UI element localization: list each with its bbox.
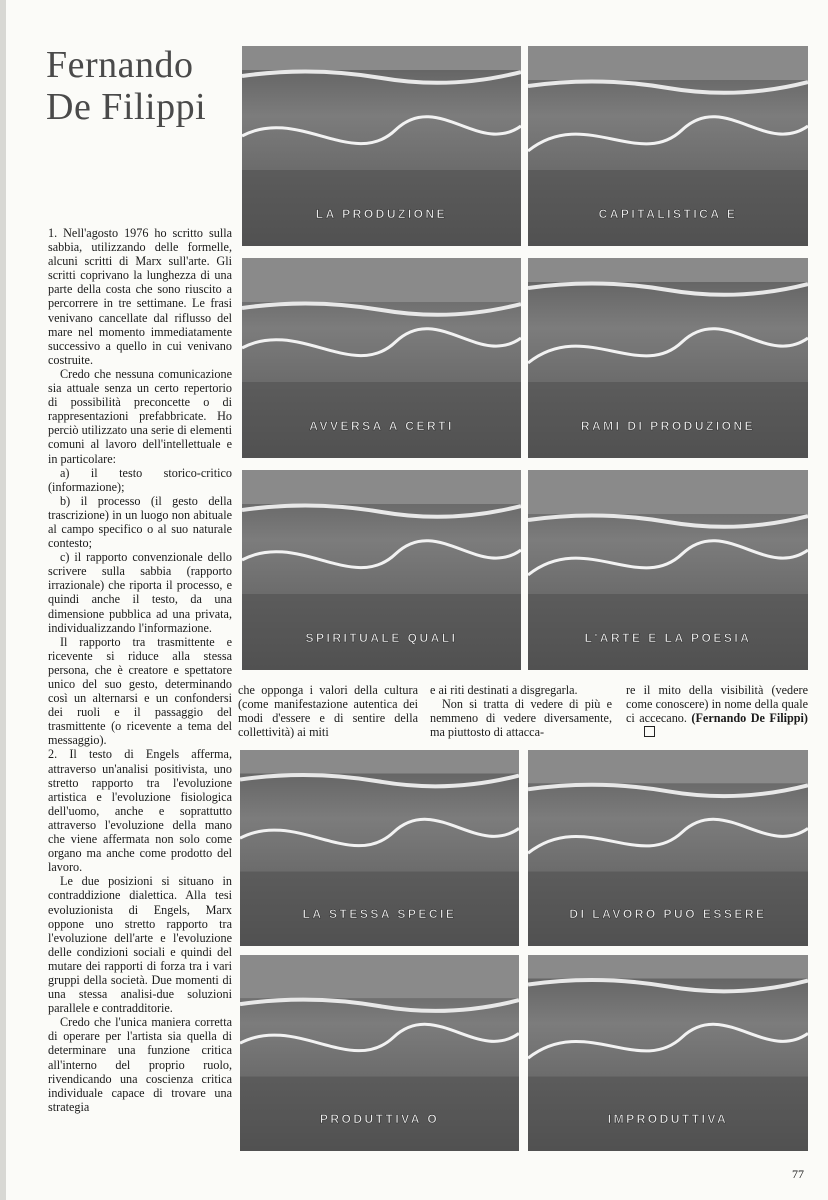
title-line-2: De Filippi: [46, 86, 207, 128]
end-mark-icon: [644, 726, 655, 737]
sand-writing-caption: L'ARTE E LA POESIA: [584, 631, 752, 645]
paragraph: b) il processo (il gesto della trascrizione) in un luogo non abituale al campo specifico o al suo naturale contesto;: [48, 493, 232, 551]
beach-photo: [242, 470, 521, 670]
paragraph: [626, 683, 808, 739]
sand-writing-caption: CAPITALISTICA E: [598, 207, 738, 221]
sand-writing-caption: IMPRODUTTIVA: [607, 1112, 729, 1126]
paragraph: Credo che l'unica maniera corretta di operare per l'artista sia quella di determinare una funzione critica all'interno del proprio ruolo, rivendicando una coscienza critica individuale capace di trovare una strategia: [48, 1015, 232, 1114]
beach-photo: [528, 258, 808, 458]
bottom-text-column-1: [238, 683, 418, 739]
sand-writing-caption: SPIRITUALE QUALI: [305, 631, 458, 645]
paragraph: c) il rapporto convenzionale dello scrivere sulla sabbia (rapporto irrazionale) che riporta il processo, e quindi anche il testo, da una dimensione pubblica ad una privata, individualizzando l'informazione.: [48, 550, 232, 635]
page-edge: [0, 0, 6, 1200]
paragraph: e ai riti destinati a disgregarla.: [430, 683, 578, 697]
paragraph: Il rapporto tra trasmittente e ricevente si riduce alla stessa persona, che è creatore e spettatore unico del suo gesto, determinando così un alternarsi e un confondersi dei ruoli e il passaggio del trasmittente (o ricevente a tema del messaggio).: [48, 634, 232, 748]
page-number: 77: [792, 1167, 804, 1181]
paragraph: Non si tratta di vedere di più e nemmeno di vedere diversamente, ma piuttosto di attacca-: [430, 697, 612, 740]
sand-writing-caption: RAMI DI PRODUZIONE: [580, 419, 756, 433]
beach-photo: [528, 955, 808, 1151]
paragraph: Le due posizioni si situano in contraddizione dialettica. Alla tesi evoluzionista di Engels, Marx oppone uno stretto rapporto tra l'evoluzione dell'arte e l'evoluzione delle condizioni sociali e quindi del mutare dei rapporti di forza tra i vari gruppi della società. Due momenti di una stessa analisi-due soluzioni parallele e contradditorie.: [48, 874, 232, 1016]
sand-writing-caption: LA STESSA SPECIE: [302, 907, 457, 921]
article-title: [46, 44, 206, 128]
beach-photo: [242, 46, 521, 246]
sand-writing-caption: DI LAVORO PUO ESSERE: [569, 907, 767, 921]
beach-photo: [242, 258, 521, 458]
beach-photo: [528, 750, 808, 946]
sand-writing-caption: AVVERSA A CERTI: [309, 419, 454, 433]
beach-photo: [528, 46, 808, 246]
signature: (Fernando De Filippi): [691, 711, 808, 726]
bottom-text-column-3: [626, 683, 808, 739]
paragraph: 2. Il testo di Engels afferma, attraverso un'analisi positivista, uno stretto rapporto tra l'evoluzione artistica e l'evoluzione fisiologica dell'uomo, anche e soprattutto attraverso l'evoluzione della mano che viene affermata non solo come organo ma anche come prodotto del lavoro.: [48, 747, 232, 875]
title-line-1: Fernando: [46, 44, 194, 86]
paragraph-text: re il mito della visibilità (vedere come conoscere) in nome della quale ci accecano.: [626, 683, 808, 726]
beach-photo: [240, 955, 519, 1151]
paragraph: Credo che nessuna comunicazione sia attuale senza un certo repertorio di possibilità preconcette o di rappresentazioni prefabbricate. Ho perciò utilizzato una serie di elementi comuni al lavoro dell'intellettuale e in particolare:: [48, 366, 232, 466]
sand-writing-caption: PRODUTTIVA O: [319, 1112, 440, 1126]
paragraph: che opponga i valori della cultura (come manifestazione autentica dei modi d'essere e di sentire della collettività) ai miti: [238, 683, 418, 740]
paragraph: a) il testo storico-critico (informazione);: [48, 465, 232, 494]
beach-photo: [240, 750, 519, 946]
left-text-column: [48, 226, 232, 1114]
beach-photo: [528, 470, 808, 670]
sand-writing-caption: LA PRODUZIONE: [315, 207, 448, 221]
bottom-text-column-2: [430, 683, 612, 739]
paragraph: 1. Nell'agosto 1976 ho scritto sulla sabbia, utilizzando delle formelle, alcuni scritti di Marx sull'arte. Gli scritti coprivano la lunghezza di una parte della costa che sono riuscito a percorrere in tre settimane. Le frasi venivano cancellate dal riflusso del mare nel momento immediatamente successivo a quello in cui venivano costruite.: [48, 226, 232, 367]
